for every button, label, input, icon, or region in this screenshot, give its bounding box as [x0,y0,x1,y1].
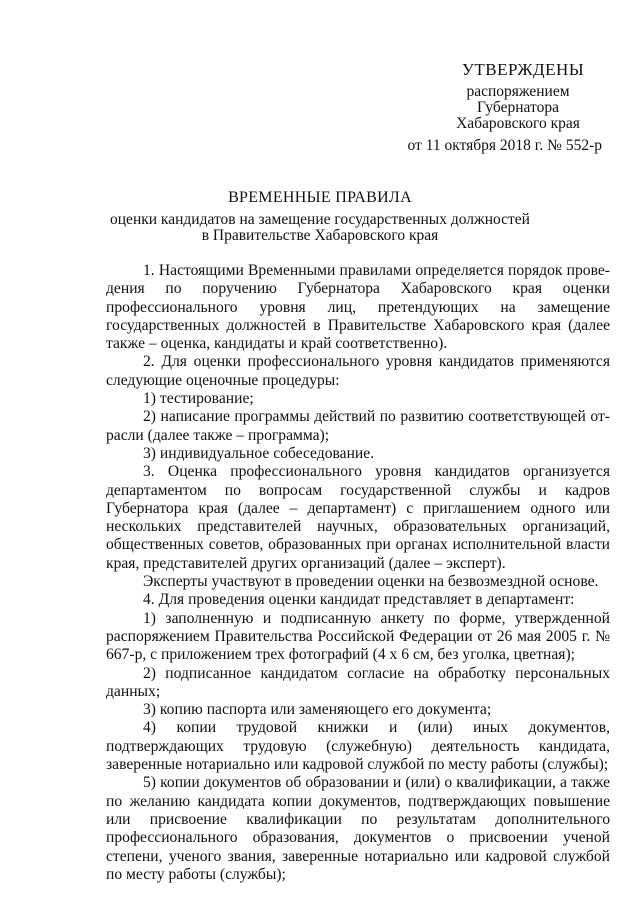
approval-line-1: распоряжением [466,83,570,100]
paragraph: 2) написание программы действий по развитию соответствующей отрасли (далее также – программа); [106,408,610,444]
paragraph: Эксперты участвуют в проведении оценки на безвозмездной основе. [143,573,599,591]
paragraph: 3. Оценка профессионального уровня кандидатов организуется департаментом по вопросам государственной службы и кадров Губернатора края (далее – департамент) с приглашением одного или нескольких представителей научных, образовательных организаций, общественных советов, образованных при органах исполнительной власти края, представителей других организаций (далее – эксперт). [106,463,610,572]
paragraph: 3) копию паспорта или заменяющего его документа; [143,701,492,719]
document-title: ВРЕМЕННЫЕ ПРАВИЛА [228,189,412,206]
approval-stamp [398,62,608,154]
document-title-block [110,190,530,244]
paragraph: 2. Для оценки профессионального уровня кандидатов применяются следующие оценочные процедуры: [106,353,610,389]
document-subtitle-line-1: оценки кандидатов на замещение государственных должностей [110,211,530,228]
paragraph: 4. Для проведения оценки кандидат представляет в департамент: [143,591,575,609]
paragraph: 1) тестирование; [143,390,254,408]
document-subtitle-line-2: в Правительстве Хабаровского края [201,227,439,244]
document-body [106,262,610,884]
approval-line-2: Губернатора [477,99,559,116]
approval-date: от 11 октября 2018 г. № 552-р [407,137,602,154]
approval-line-3: Хабаровского края [456,115,580,132]
paragraph: 1. Настоящими Временными правилами определяется порядок проведения по поручению Губернатора Хабаровского края оценки профессионального уровня лиц, претендующих на замещение государственных должностей в Правительстве Хабаровского края (далее также – оценка, кандидаты и край соответственно). [106,262,610,353]
approval-heading: УТВЕРЖДЕНЫ [461,60,585,79]
paragraph: 4) копии трудовой книжки и (или) иных документов, подтверждающих трудовую (служебную) деятельность кандидата, заверенные нотариально или кадровой службой по месту работы (службы); [106,719,610,774]
paragraph: 3) индивидуальное собеседование. [143,444,375,462]
paragraph: 5) копии документов об образовании и (или) о квалификации, а также по желанию кандидата копии документов, подтверждающих повышение или присвоение квалификации по результатам дополнительного профессионального образования, документов о присвоении ученой степени, ученого звания, заверенные нотариально или кадровой службой по месту работы (службы); [106,774,610,883]
paragraph: 2) подписанное кандидатом согласие на обработку персональных данных; [106,664,610,700]
paragraph: 1) заполненную и подписанную анкету по форме, утвержденной распоряжением Правительства Российской Федерации от 26 мая 2005 г. № 667-р, с приложением трех фотографий (4 х 6 см, без уголка, цветная); [106,609,610,664]
